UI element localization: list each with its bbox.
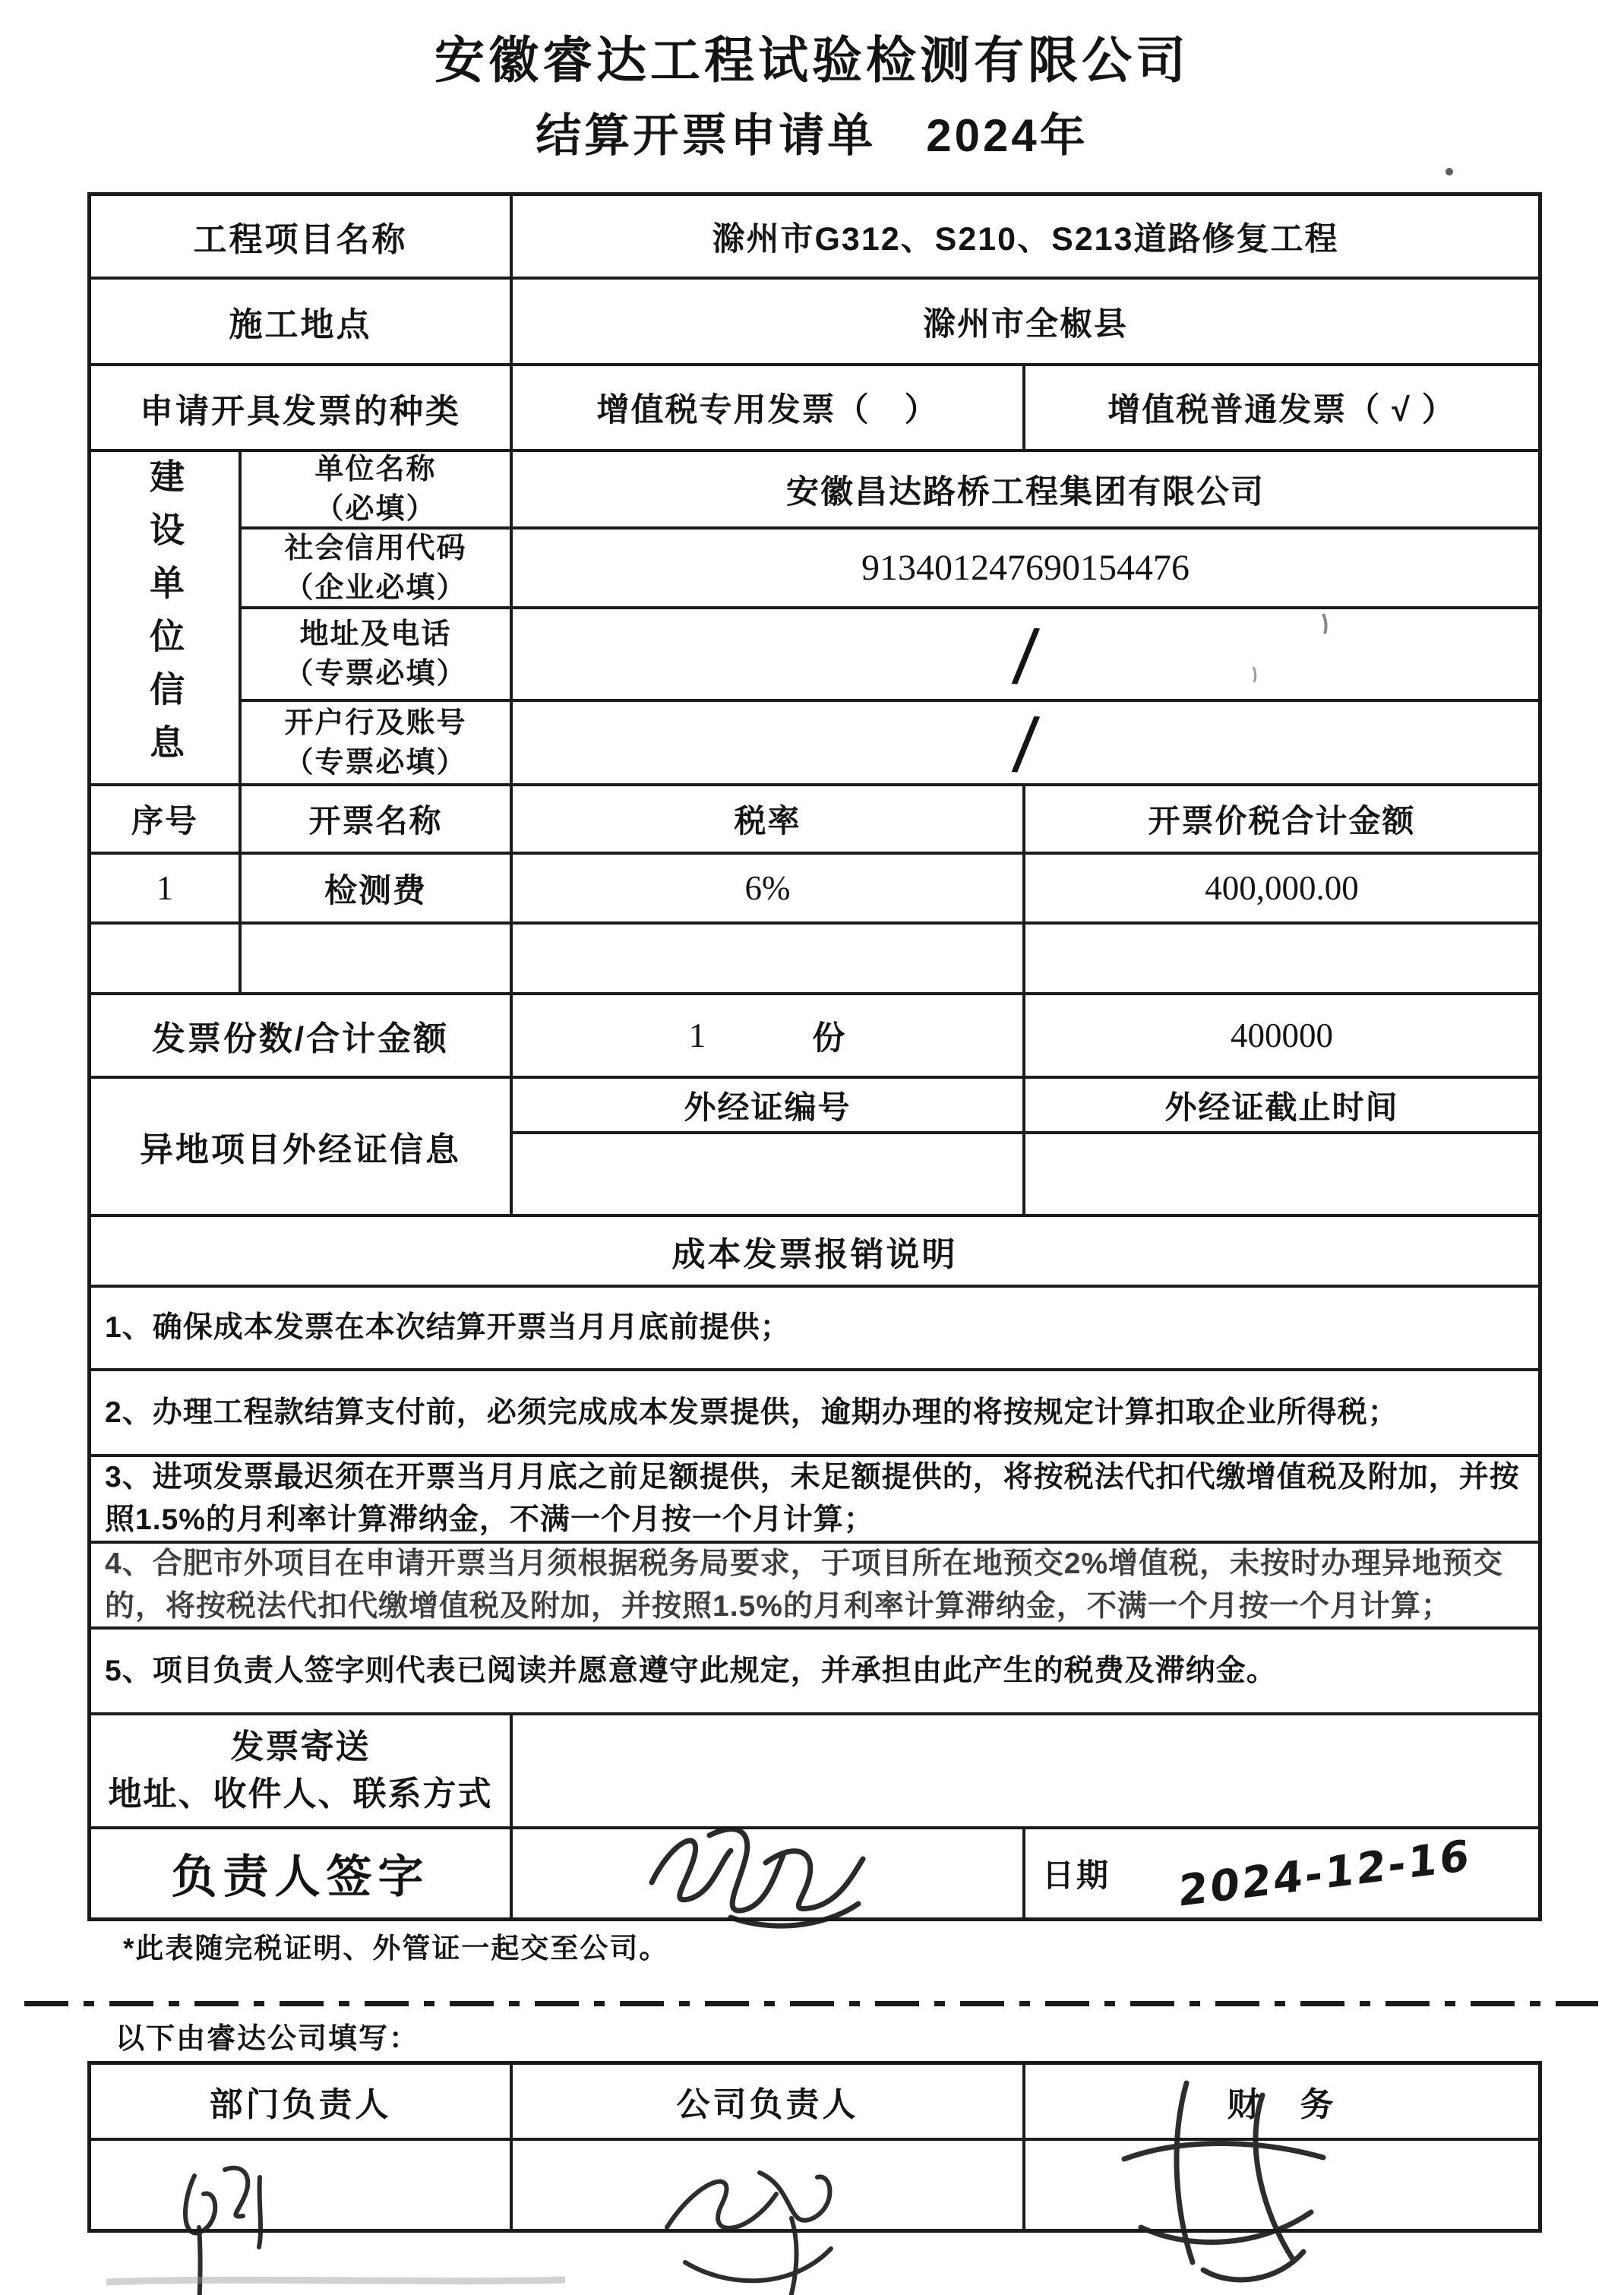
empty-amount-cell xyxy=(1025,925,1538,992)
item1-amount: 400,000.00 xyxy=(1205,869,1359,907)
delivery-value-cell xyxy=(513,1715,1538,1826)
signoff-label-cell xyxy=(91,1829,513,1917)
delivery-row xyxy=(91,1715,1538,1829)
client-rows xyxy=(242,452,1538,783)
header-rate: 税率 xyxy=(734,803,801,839)
site-value-cell xyxy=(513,280,1538,363)
project-name-value-cell xyxy=(513,196,1538,277)
credit-code-value: 913401247690154476 xyxy=(861,548,1190,588)
header-no-cell xyxy=(91,786,242,852)
client-row-unit-name xyxy=(242,452,1538,529)
client-row-bank xyxy=(242,702,1538,783)
unit-name-label-line2: （必填） xyxy=(314,493,437,525)
unit-name-label-cell xyxy=(242,452,513,526)
table-row-site xyxy=(91,280,1538,366)
finance-header: 财 务 xyxy=(1227,2086,1337,2123)
signoff-date-cell xyxy=(1025,1829,1538,1917)
project-name-label-cell xyxy=(91,196,513,277)
client-row-address xyxy=(242,609,1538,702)
finance-signature-cell xyxy=(1025,2141,1538,2229)
address-label-line1: 地址及电话 xyxy=(299,618,452,650)
dept-head-signature-cell xyxy=(91,2141,513,2229)
note-4: 4、合肥市外项目在申请开票当月须根据税务局要求，于项目所在地预交2%增值税，未按时办理异地预交的，将按税法代扣代缴增值税及附加，并按照1.5%的月利率计算滞纳金，不满一个月按一个月计算； xyxy=(105,1547,1504,1623)
signoff-signature-cell xyxy=(513,1829,1025,1917)
waijing-deadline-header: 外经证截止时间 xyxy=(1164,1089,1399,1125)
empty-no-cell xyxy=(91,925,242,992)
footnote: *此表随完税证明、外管证一起交至公司。 xyxy=(123,1933,669,1964)
empty-rate-cell xyxy=(513,925,1025,992)
delivery-label-line2: 地址、收件人、联系方式 xyxy=(108,1775,493,1813)
waijing-no-value-cell xyxy=(513,1134,1025,1214)
credit-code-label-line2: （企业必填） xyxy=(284,571,467,604)
summary-label-cell xyxy=(91,995,513,1076)
note-1: 1、确保成本发票在本次结算开票当月月底前提供； xyxy=(105,1311,791,1344)
summary-total: 400000 xyxy=(1231,1016,1333,1054)
project-name-value: 滁州市G312、S210、S213道路修复工程 xyxy=(712,220,1339,258)
summary-count: 1 xyxy=(688,1016,706,1054)
approval-table xyxy=(87,2061,1542,2233)
unit-name-value: 安徽昌达路桥工程集团有限公司 xyxy=(786,473,1265,511)
credit-code-value-cell xyxy=(513,529,1538,606)
bank-value-cell xyxy=(513,702,1538,783)
site-label-cell xyxy=(91,280,513,363)
invoice-type-general-option: 增值税普通发票（ √ ） xyxy=(1107,392,1456,428)
notes-header: 成本发票报销说明 xyxy=(671,1235,958,1273)
item1-no: 1 xyxy=(156,869,174,907)
item1-no-cell xyxy=(91,855,242,921)
handwritten-date: 2024-12-16 xyxy=(1177,1830,1472,1917)
item1-amount-cell xyxy=(1025,855,1538,921)
signoff-label: 负责人签字 xyxy=(171,1851,430,1902)
header-rate-cell xyxy=(513,786,1025,852)
waijing-label: 异地项目外经证信息 xyxy=(140,1131,461,1168)
note-row-5 xyxy=(91,1630,1538,1715)
header-amount: 开票价税合计金额 xyxy=(1148,803,1416,839)
unit-name-value-cell xyxy=(513,452,1538,526)
bank-label xyxy=(284,703,466,782)
table-row-invoice-type xyxy=(91,366,1538,452)
note-row-4 xyxy=(91,1544,1538,1630)
dept-head-header: 部门负责人 xyxy=(209,2086,392,2123)
approval-signature-row xyxy=(91,2141,1538,2229)
table-row-project xyxy=(91,196,1538,280)
bank-label-line1: 开户行及账号 xyxy=(284,707,467,739)
credit-code-label-cell xyxy=(242,529,513,606)
delivery-label xyxy=(109,1724,493,1818)
items-header-row xyxy=(91,786,1538,855)
unit-name-label xyxy=(314,450,436,529)
company-head-header: 公司负责人 xyxy=(676,2086,859,2123)
notes-header-row xyxy=(91,1217,1538,1288)
item1-rate-cell xyxy=(513,855,1025,921)
client-info-section xyxy=(91,452,1538,786)
main-form-table xyxy=(87,192,1542,1921)
invoice-type-label: 申请开具发票的种类 xyxy=(140,392,461,430)
note-row-3 xyxy=(91,1457,1538,1544)
dept-head-header-cell xyxy=(91,2065,513,2138)
notes-header-cell xyxy=(91,1217,1538,1285)
credit-code-label xyxy=(284,529,466,608)
bank-label-cell xyxy=(242,702,513,783)
header-name-cell xyxy=(242,786,513,852)
approval-header-row xyxy=(91,2065,1538,2141)
note-row-1 xyxy=(91,1288,1538,1371)
waijing-value-row xyxy=(513,1134,1538,1214)
item-row-1 xyxy=(91,855,1538,925)
site-value: 滁州市全椒县 xyxy=(923,305,1128,343)
summary-unit: 份 xyxy=(812,1019,847,1057)
header-amount-cell xyxy=(1025,786,1538,852)
finance-header-cell xyxy=(1025,2065,1538,2138)
item1-rate: 6% xyxy=(744,869,791,907)
address-handwritten-slash: / xyxy=(1009,612,1041,696)
company-head-header-cell xyxy=(513,2065,1025,2138)
signoff-row xyxy=(91,1829,1538,1917)
separator-dash-line xyxy=(24,2001,1598,2006)
site-label: 施工地点 xyxy=(229,306,372,343)
date-label: 日期 xyxy=(1042,1857,1111,1893)
waijing-no-header-cell xyxy=(513,1079,1025,1131)
waijing-deadline-header-cell xyxy=(1025,1079,1538,1131)
delivery-label-line1: 发票寄送 xyxy=(230,1728,371,1766)
credit-code-label-line1: 社会信用代码 xyxy=(284,532,467,564)
waijing-label-cell xyxy=(91,1079,513,1214)
form-name: 结算开票申请单 xyxy=(536,110,877,161)
bank-handwritten-slash: / xyxy=(1009,700,1041,785)
unit-name-label-line1: 单位名称 xyxy=(314,454,437,485)
summary-row xyxy=(91,995,1538,1079)
summary-count-cell xyxy=(513,995,1025,1076)
scan-speck xyxy=(1445,168,1453,175)
summary-label: 发票份数/合计金额 xyxy=(151,1020,450,1057)
invoice-type-special-cell xyxy=(513,366,1025,449)
item1-name: 检测费 xyxy=(324,872,427,909)
company-head-signature-cell xyxy=(513,2141,1025,2229)
scan-edge-smudge xyxy=(106,2280,565,2282)
form-title xyxy=(0,100,1624,165)
waijing-section xyxy=(91,1079,1538,1217)
client-row-credit-code xyxy=(242,529,1538,609)
note-2: 2、办理工程款结算支付前，必须完成成本发票提供，逾期办理的将按规定计算扣取企业所得税； xyxy=(105,1396,1398,1429)
item-row-empty xyxy=(91,925,1538,995)
waijing-header-row xyxy=(513,1079,1538,1134)
header-name: 开票名称 xyxy=(308,803,443,839)
invoice-type-general-cell xyxy=(1025,366,1538,449)
empty-name-cell xyxy=(242,925,513,992)
bank-label-line2: （专票必填） xyxy=(284,746,467,779)
form-year: 2024年 xyxy=(926,110,1088,161)
waijing-deadline-value-cell xyxy=(1025,1134,1538,1214)
waijing-no-header: 外经证编号 xyxy=(684,1089,851,1125)
item1-name-cell xyxy=(242,855,513,921)
note-row-2 xyxy=(91,1371,1538,1457)
project-name-label: 工程项目名称 xyxy=(193,221,408,258)
note-5: 5、项目负责人签字则代表已阅读并愿意遵守此规定，并承担由此产生的税费及滞纳金。 xyxy=(105,1654,1277,1687)
address-label-cell xyxy=(242,609,513,699)
delivery-label-cell xyxy=(91,1715,513,1826)
client-side-label-cell xyxy=(91,452,242,783)
address-label xyxy=(284,615,466,694)
header-no: 序号 xyxy=(131,803,198,839)
note-3: 3、进项发票最迟须在开票当月月底之前足额提供，未足额提供的，将按税法代扣代缴增值税及附加，并按照1.5%的月利率计算滞纳金，不满一个月按一个月计算； xyxy=(105,1461,1520,1536)
invoice-type-label-cell xyxy=(91,366,513,449)
address-label-line2: （专票必填） xyxy=(284,658,467,690)
company-title: 安徽睿达工程试验检测有限公司 xyxy=(434,32,1190,88)
waijing-rows xyxy=(513,1079,1538,1214)
address-value-cell xyxy=(513,609,1538,699)
bottom-section-caption: 以下由睿达公司填写： xyxy=(115,2023,420,2055)
invoice-type-special-option: 增值税专用发票（ ） xyxy=(596,392,939,428)
summary-total-cell xyxy=(1025,995,1538,1076)
client-side-label: 建设单位信息 xyxy=(145,458,185,777)
